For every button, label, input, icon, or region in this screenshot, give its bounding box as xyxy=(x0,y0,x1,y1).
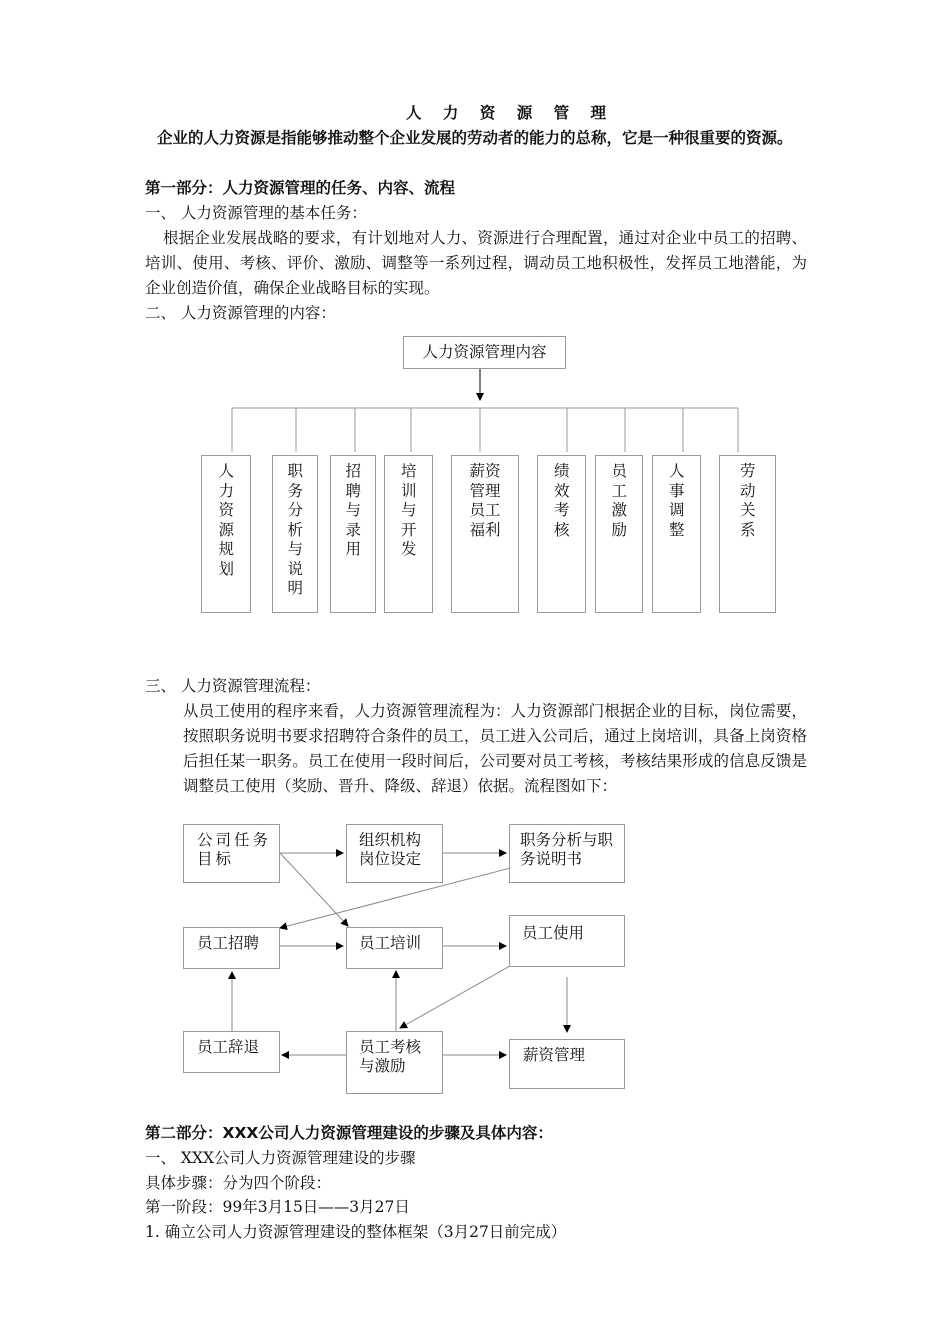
org-child-label: 劳动关系 xyxy=(740,462,756,539)
org-child-label: 薪资管理员工福利 xyxy=(469,462,501,539)
flow-salary-box xyxy=(509,1039,625,1089)
section1-heading: 一、 人力资源管理的基本任务： xyxy=(145,204,367,222)
intro-paragraph: 企业的人力资源是指能够推动整个企业发展的劳动者的能力的总称，它是一种很重要的资源。 xyxy=(157,129,793,147)
flow-assess-box xyxy=(346,1031,443,1094)
section1-body: 根据企业发展战略的要求，有计划地对人力、资源进行合理配置，通过对企业中员工的招聘、培训、使用、考核、评价、激励、调整等一系列过程，调动员工地积极性，发挥员工地潜能，为企业创造价值，确保企业战略目标的实现。 xyxy=(145,229,807,297)
org-child-label: 培训与开发 xyxy=(401,462,417,558)
org-child-label: 人事调整 xyxy=(669,462,685,539)
flow-recruit-box xyxy=(183,927,280,969)
section2-heading: 二、 人力资源管理的内容： xyxy=(145,304,336,322)
part2-steps: 具体步骤：分为四个阶段： xyxy=(145,1174,332,1192)
flow-train-label: 员工培训 xyxy=(359,934,422,952)
flow-org-label: 组织机构岗位设定 xyxy=(359,831,422,868)
flow-salary-label: 薪资管理 xyxy=(523,1046,586,1064)
section3-heading: 三、 人力资源管理流程： xyxy=(145,677,321,695)
flow-use-box xyxy=(509,915,625,967)
flow-train-box xyxy=(346,927,443,969)
flow-dismiss-label: 员工辞退 xyxy=(197,1038,260,1056)
org-child-label: 绩效考核 xyxy=(554,462,570,539)
part2-heading: 第二部分：XXX公司人力资源管理建设的步骤及具体内容： xyxy=(145,1124,553,1142)
org-child-label: 员工激励 xyxy=(611,462,628,539)
part1-heading: 第一部分：人力资源管理的任务、内容、流程 xyxy=(145,179,456,197)
org-child-label: 招聘与录用 xyxy=(345,462,362,558)
part2-stage1: 第一阶段：99年3月15日——3月27日 xyxy=(145,1198,410,1216)
page-title: 人 力 资 源 管 理 xyxy=(406,104,614,122)
part2-section1-heading: 一、 XXX公司人力资源管理建设的步骤 xyxy=(145,1149,416,1167)
flow-org-box xyxy=(346,824,443,883)
flow-task-label: 公司任务目标 xyxy=(197,831,272,868)
flow-job-box xyxy=(509,824,625,883)
org-child-label: 职务分析与说明 xyxy=(287,462,304,597)
flow-job-label: 职务分析与职务说明书 xyxy=(520,831,614,868)
org-child-label: 人力资源规划 xyxy=(218,462,235,578)
flow-use-label: 员工使用 xyxy=(522,924,585,942)
part2-item1: 1. 确立公司人力资源管理建设的整体框架（3月27日前完成） xyxy=(145,1223,567,1241)
flow-assess-label: 员工考核与激励 xyxy=(359,1038,422,1075)
flow-dismiss-box xyxy=(183,1031,280,1073)
flow-recruit-label: 员工招聘 xyxy=(197,934,260,952)
flow-task-box xyxy=(183,824,280,883)
section3-body: 从员工使用的程序来看，人力资源管理流程为：人力资源部门根据企业的目标，岗位需要，按照职务说明书要求招聘符合条件的员工，员工进入公司后，通过上岗培训，具备上岗资格后担任某一职务。员工在使用一段时间后，公司要对员工考核，考核结果形成的信息反馈是调整员工使用（奖励、晋升、降级、辞退）依据。流程图如下： xyxy=(183,702,807,795)
org-root-label: 人力资源管理内容 xyxy=(422,343,547,361)
